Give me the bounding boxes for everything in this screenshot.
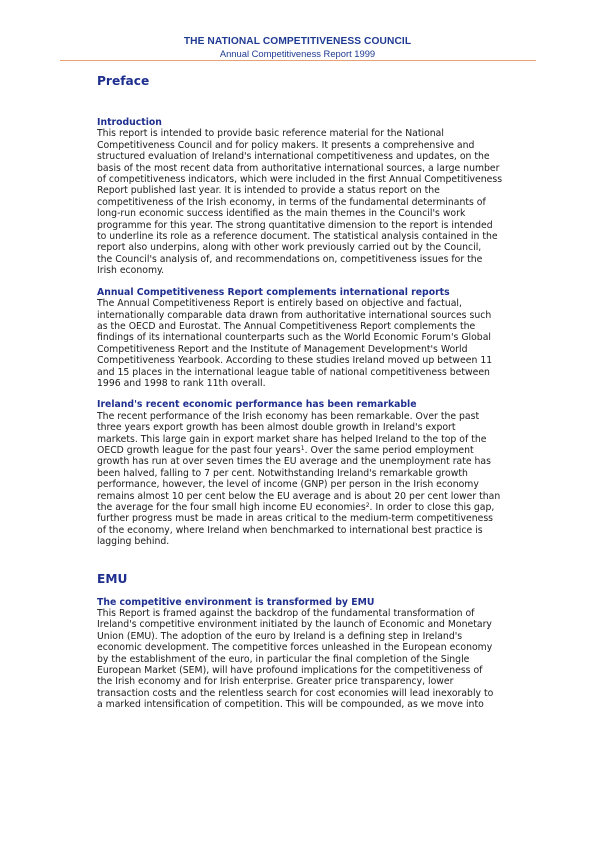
text-line: Union (EMU). The adoption of the euro by Ireland is a defining step in Ireland's [97, 630, 463, 642]
text-line: findings of its international counterparts such as the World Economic Forum's Global [97, 332, 491, 344]
text-line: structured evaluation of Ireland's international competitiveness and updates, on the [97, 151, 490, 163]
text-line: This report is intended to provide basic reference material for the National [97, 128, 444, 140]
text-line: of the economy, where Ireland when benchmarked to international best practice is [97, 524, 483, 536]
text-line: Competitiveness Yearbook. According to these studies Ireland moved up between 11 [97, 355, 493, 367]
text-line: basis of the most recent data from authoritative international sources, a large number [97, 162, 500, 174]
text-line [97, 502, 537, 513]
line-text: OECD growth league for the past four years [97, 444, 301, 456]
subheading-environment: The competitive environment is transformed by EMU [97, 596, 375, 608]
text-line: Ireland's competitive environment initiated by the launch of Economic and Monetary [97, 619, 492, 631]
paragraph-complements [97, 298, 537, 389]
footnote-ref-2[interactable]: 2 [365, 502, 370, 509]
header-divider [60, 60, 536, 61]
line-text: . In order to close this gap, [369, 502, 495, 513]
text-line: long-run economic success identified as the main themes in the Council's work [97, 208, 466, 220]
header-title: THE NATIONAL COMPETITIVENESS COUNCIL [183, 36, 412, 47]
text-line: lagging behind. [97, 536, 170, 548]
page-header [0, 36, 595, 59]
text-line: report also underpins, along with other work previously carried out by the Council, [97, 242, 482, 254]
text-line: Competitiveness Council and for policy makers. It presents a comprehensive and [97, 139, 475, 151]
text-line: programme for this year. The strong quantitative dimension to the report is intended [97, 219, 493, 231]
text-line: three years export growth has been almost double growth in Ireland's export [97, 422, 456, 434]
text-line: to underline its role as a reference document. The statistical analysis contained in the [97, 231, 498, 243]
line-text: . Over the same period employment [304, 444, 474, 456]
text-line: Report published last year. It is intended to provide a status report on the [97, 185, 440, 197]
footnote-ref-1[interactable]: 1 [300, 444, 305, 452]
subheading-complements: Annual Competitiveness Report complements international reports [97, 286, 450, 298]
text-line: further progress must be made in areas critical to the medium-term competitiveness [97, 513, 494, 525]
paragraph-environment [97, 608, 537, 711]
text-line: the Irish economy and for Irish enterprise. Greater price transparency, lower [97, 676, 454, 688]
text-line: competitiveness of the Irish economy, in terms of the fundamental determinants of [97, 196, 486, 208]
text-line: growth has run at over seven times the EU average and the unemployment rate has [97, 456, 491, 468]
document-body [97, 74, 537, 711]
paragraph-introduction [97, 128, 537, 276]
text-line: European Market (SEM), will have profound implications for the competitiveness of [97, 665, 483, 677]
text-line: transaction costs and the relentless search for cost economies will lead inexorably to [97, 687, 494, 699]
text-line: the Council's analysis of, and recommendations on, competitiveness issues for the [97, 253, 483, 265]
paragraph-performance [97, 411, 537, 548]
text-line: by the establishment of the euro, in particular the final completion of the Single [97, 653, 470, 665]
text-line: The recent performance of the Irish economy has been remarkable. Over the past [97, 410, 480, 422]
text-line: internationally comparable data drawn from authoritative international sources such [97, 309, 492, 321]
text-line: This Report is framed against the backdrop of the fundamental transformation of [97, 608, 475, 620]
section-heading-preface: Preface [97, 74, 150, 88]
header-subtitle: Annual Competitiveness Report 1999 [219, 48, 376, 59]
text-line: remains almost 10 per cent below the EU average and is about 20 per cent lower than [97, 490, 501, 502]
text-line: of competitiveness indicators, which were included in the first Annual Competitiveness [97, 174, 503, 186]
text-line: as the OECD and Eurostat. The Annual Competitiveness Report complements the [97, 320, 476, 332]
text-line: performance, however, the level of income (GNP) per person in the Irish economy [97, 479, 479, 491]
text-line: been halved, falling to 7 per cent. Notwithstanding Ireland's remarkable growth [97, 467, 468, 479]
text-line [97, 445, 537, 456]
text-line: economic development. The competitive forces unleashed in the European economy [97, 642, 493, 654]
text-line: markets. This large gain in export market share has helped Ireland to the top of the [97, 433, 487, 445]
subheading-performance: Ireland's recent economic performance has been remarkable [97, 399, 417, 411]
text-line: Competitiveness Report and the Institute of Management Development's World [97, 343, 468, 355]
text-line: and 15 places in the international league table of national competitiveness between [97, 366, 490, 378]
line-text: the average for the four small high income EU economies [97, 502, 366, 513]
text-line: The Annual Competitiveness Report is entirely based on objective and factual, [97, 298, 462, 310]
text-line: a marked intensification of competition. This will be compounded, as we move into [97, 699, 484, 711]
text-line: Irish economy. [97, 265, 165, 277]
text-line: 1996 and 1998 to rank 11th overall. [97, 377, 266, 389]
subheading-introduction: Introduction [97, 117, 162, 128]
section-heading-emu: EMU [97, 571, 128, 586]
